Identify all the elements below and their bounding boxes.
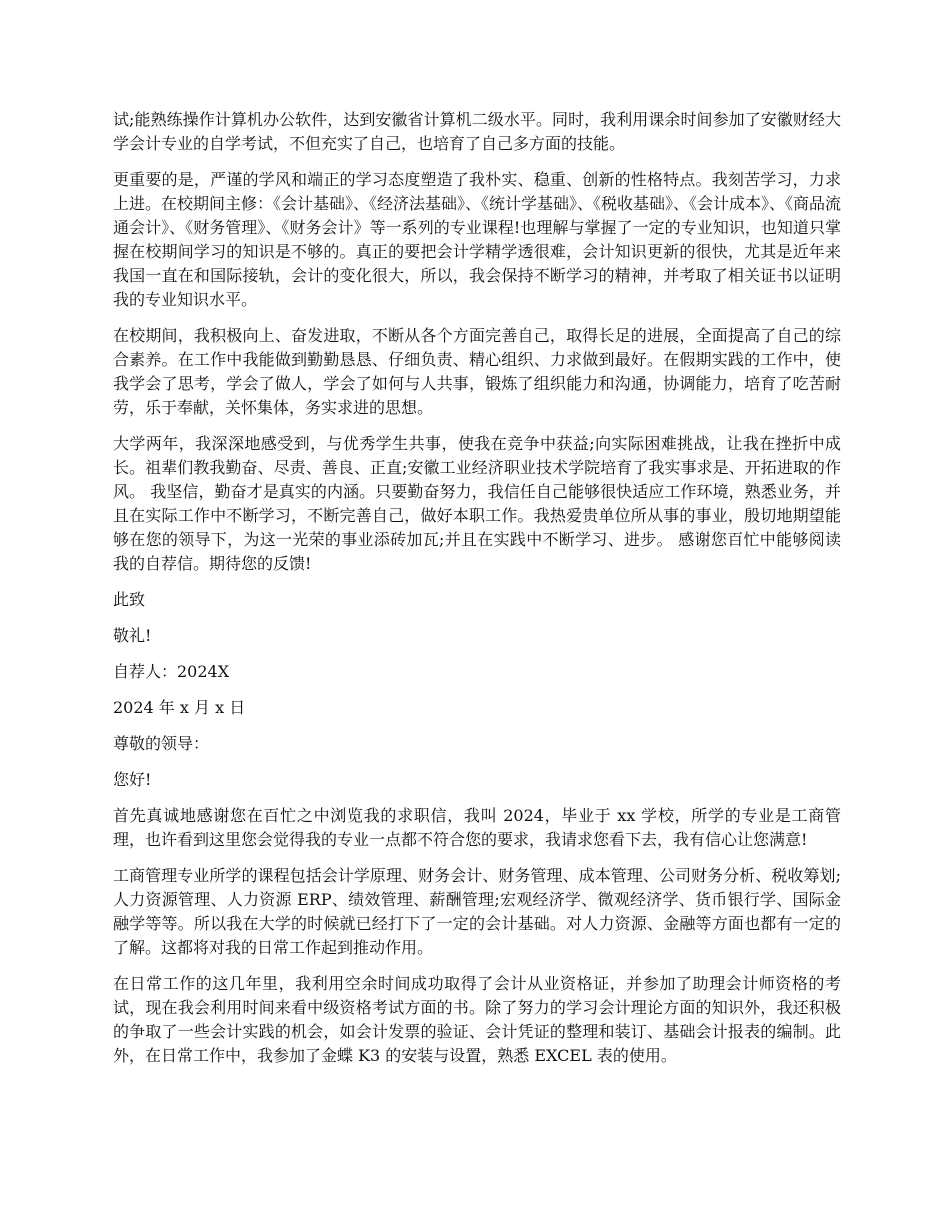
date-line: 2024 年 x 月 x 日 — [113, 698, 246, 717]
paragraph-college-years: 大学两年，我深深地感受到，与优秀学生共事，使我在竞争中获益;向实际困难挑战，让我在挫折中成长。祖辈们教我勤奋、尽责、善良、正直;安徽工业经济职业技术学院培育了我实事求是、开拓进取的作风。 我坚信，勤奋才是真实的内涵。只要勤奋努力，我信任自己能够很快适应工作环境，熟悉业务，并且在实际工作中不断学习，不断完善自己，做好本职工作。我热爱贵单位所从事的事业，殷切地期望能够在您的领导下，为这一光荣的事业添砖加瓦;并且在实践中不断学习、进步。 感谢您百忙中能够阅读我的自荐信。期待您的反馈! — [113, 434, 841, 573]
greeting-hello: 您好! — [113, 770, 152, 789]
document-body — [113, 108, 841, 1080]
closing-regards: 敬礼! — [113, 626, 152, 645]
paragraph-campus: 在校期间，我积极向上、奋发进取，不断从各个方面完善自己，取得长足的进展，全面提高了自己的综合素养。在工作中我能做到勤勤恳恳、仔细负责、精心组织、力求做到最好。在假期实践的工作中，使我学会了思考，学会了做人，学会了如何与人共事，锻炼了组织能力和沟通，协调能力，培育了吃苦耐劳，乐于奉献，关怀集体，务实求进的思想。 — [113, 326, 841, 417]
paragraph-skills: 试;能熟练操作计算机办公软件，达到安徽省计算机二级水平。同时，我利用课余时间参加了安徽财经大学会计专业的自学考试，不但充实了自己，也培育了自己多方面的技能。 — [113, 110, 841, 153]
paragraph-courses: 工商管理专业所学的课程包括会计学原理、财务会计、财务管理、成本管理、公司财务分析、税收筹划;人力资源管理、人力资源 ERP、绩效管理、薪酬管理;宏观经济学、微观经济学、货币银行学、国际金融学等等。所以我在大学的时候就已经打下了一定的会计基础。对人力资源、金融等方面也都有一定的了解。这都将对我的日常工作起到推动作用。 — [113, 866, 841, 957]
greeting-addressee: 尊敬的领导： — [113, 734, 210, 753]
closing-salutation: 此致 — [113, 590, 146, 609]
signature-line: 自荐人：2024X — [113, 662, 230, 681]
paragraph-introduction: 首先真诚地感谢您在百忙之中浏览我的求职信，我叫 2024，毕业于 xx 学校，所学的专业是工商管理，也许看到这里您会觉得我的专业一点都不符合您的要求，我请求您看下去，我有信心让您满意! — [113, 806, 841, 849]
paragraph-study: 更重要的是，严谨的学风和端正的学习态度塑造了我朴实、稳重、创新的性格特点。我刻苦学习，力求上进。在校期间主修：《会计基础》、《经济法基础》、《统计学基础》、《税收基础》、《会计成本》、《商品流通会计》、《财务管理》、《财务会计》等一系列的专业课程!也理解与掌握了一定的专业知识，也知道只掌握在校期间学习的知识是不够的。真正的要把会计学精学透很难，会计知识更新的很快，尤其是近年来我国一直在和国际接轨，会计的变化很大，所以，我会保持不断学习的精神，并考取了相关证书以证明我的专业知识水平。 — [113, 170, 842, 309]
paragraph-work-experience: 在日常工作的这几年里，我利用空余时间成功取得了会计从业资格证，并参加了助理会计师资格的考试，现在我会利用时间来看中级资格考试方面的书。除了努力的学习会计理论方面的知识外，我还积极的争取了一些会计实践的机会，如会计发票的验证、会计凭证的整理和装订、基础会计报表的编制。此外，在日常工作中，我参加了金蝶 K3 的安装与设置，熟悉 EXCEL 表的使用。 — [113, 974, 841, 1065]
